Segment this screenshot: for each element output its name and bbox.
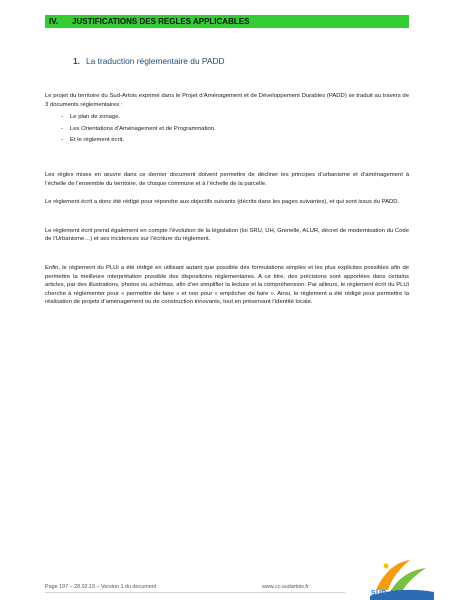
section-header-bar (45, 15, 409, 28)
logo-star (384, 564, 389, 569)
paragraph-formulations: Enfin, le règlement du PLUi a été rédigé en utilisant autant que possible des formulations simples et les plus explicites possibles afin de permettre la meilleure interprétation possible des dispositions réglementaires. A ce titre, des précisions sont apportées dans certains articles, par des illustrations, photos ou schémas, afin d’en simplifier la lecture et la compréhension. Par ailleurs, le règlement écrit du PLUi cherche à réglementer pour « permettre de faire » et non pour « empêcher de faire ». Ainsi, le règlement a été rédigé pour permettre la réalisation de projets d’aménagement ou de construction innovants, tout en préservant l’identité locale. (45, 264, 409, 306)
footer-website-link[interactable]: www.cc-sudartois.fr (262, 584, 309, 590)
subsection-title: La traduction réglementaire du PADD (86, 56, 225, 66)
list-item: - Les Orientations d’Aménagement et de Programmation. (61, 125, 409, 134)
body-text (45, 92, 409, 307)
paragraph-objectives: Le règlement écrit a donc été rédigé pour répondre aux objectifs suivants (décrits dans les pages suivantes), et qui sont issus du PADD. (45, 199, 400, 206)
paragraph-intro: Le projet du territoire du Sud-Artois exprimé dans le Projet d’Aménagement et de Développement Durables (PADD) se traduit au travers de 3 documents réglementaires : (45, 93, 409, 108)
document-list (45, 113, 409, 145)
section-number: IV. (49, 17, 59, 26)
list-item: - Le plan de zonage. (61, 113, 409, 122)
subsection-heading (73, 56, 225, 66)
paragraph-legislation: Le règlement écrit prend également en compte l’évolution de la législation (loi SRU, UH, Grenelle, ALUR, décret de modernisation du Code de l’Urbanisme…) et ses incidences sur l’écriture du règlement. (45, 227, 409, 243)
footer-page-info: Page 197 – 28.02.19 – Version 1 du document (45, 584, 157, 590)
paragraph-rules: Les règles mises en œuvre dans ce dernier document doivent permettre de décliner les principes d’urbanisme et d’aménagement à l’échelle de l’ensemble du territoire, de chaque commune et à l’échelle de la parcelle. (45, 171, 409, 187)
section-title: JUSTIFICATIONS DES REGLES APPLICABLES (72, 17, 250, 26)
footer-divider (45, 592, 345, 593)
list-item: - Et le règlement écrit. (61, 136, 409, 145)
subsection-number: 1. (73, 56, 80, 66)
logo-text: SUD-ARTOIS (371, 590, 418, 597)
